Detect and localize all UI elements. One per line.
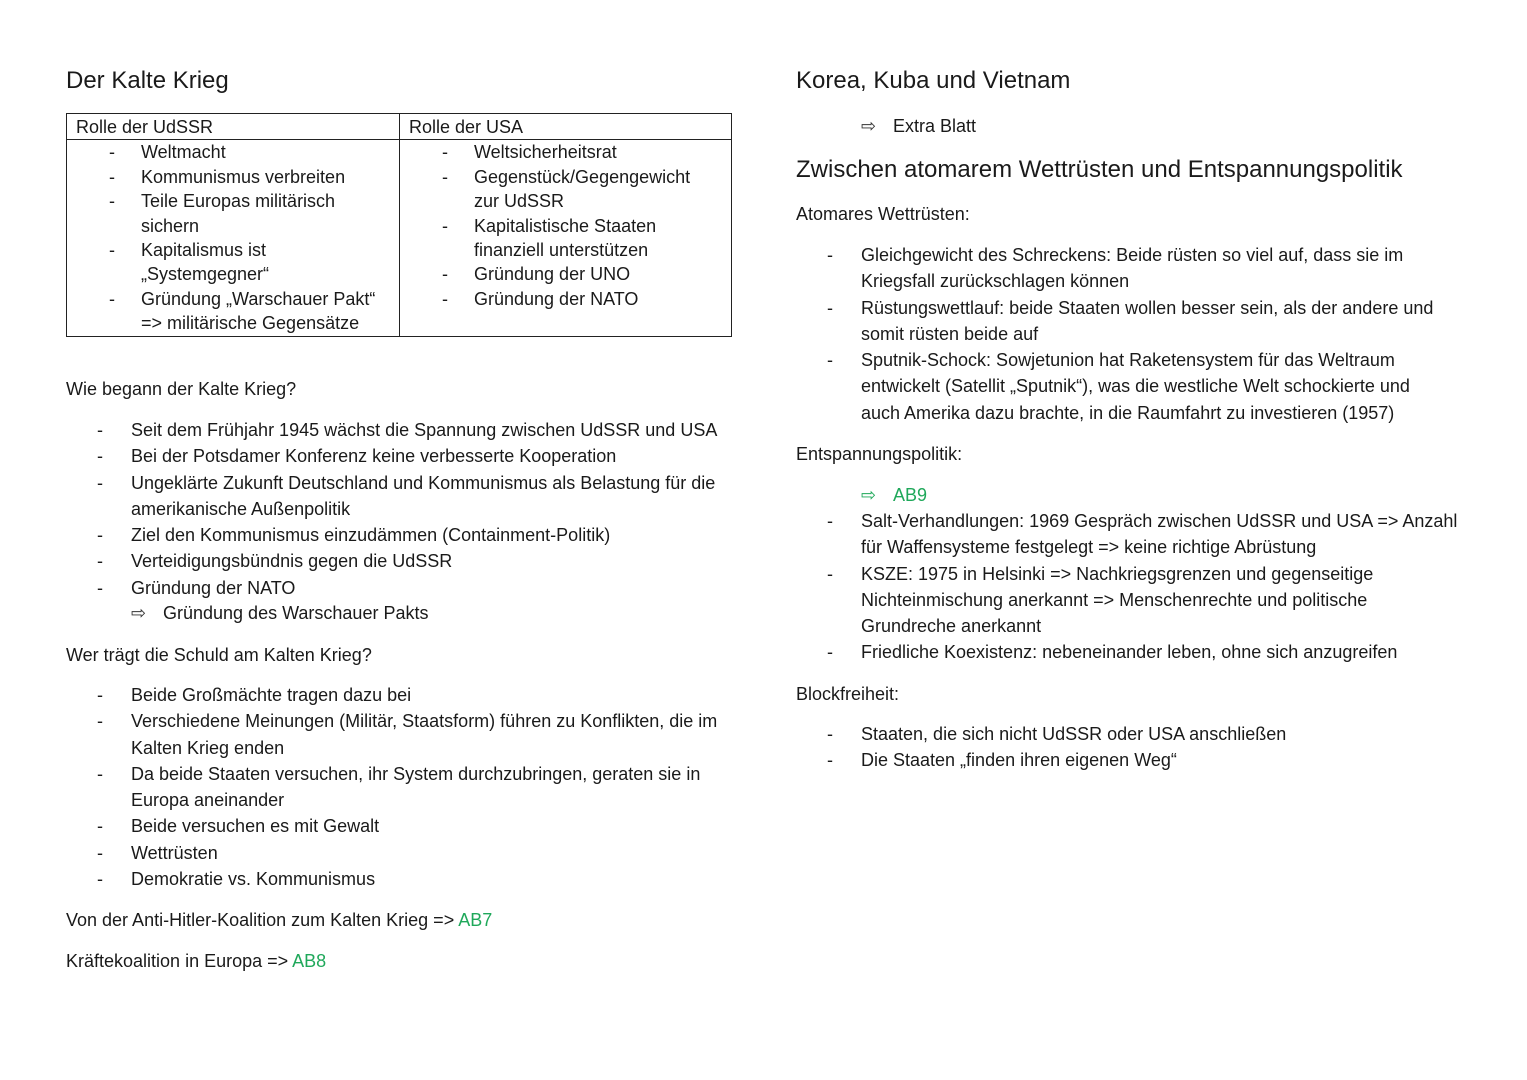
list-item: - Gegenstück/Gegengewicht zur UdSSR — [442, 166, 691, 212]
list-item: - Sputnik-Schock: Sowjetunion hat Raketensystem für das Weltraum entwickelt (Satellit „Sputnik“), was die westliche Welt schockierte und auch Amerika dazu brachte, in die Raumfahrt zu investieren (1957) — [827, 350, 1410, 423]
table-header-usa: Rolle der USA — [400, 114, 732, 140]
list-item: - Gründung der NATO — [97, 577, 296, 598]
heading-entspannungspolitik: Entspannungspolitik: — [796, 444, 963, 464]
arrow-right-icon: ⇨ — [861, 116, 877, 136]
table-header-udssr: Rolle der UdSSR — [67, 114, 400, 140]
wettruesten-list — [796, 242, 1476, 426]
begann-list — [66, 417, 746, 601]
list-item: - Weltmacht — [109, 142, 226, 163]
list-item: - Die Staaten „finden ihren eigenen Weg“ — [827, 750, 1177, 771]
heading-atomares-wettruesten: Atomares Wettrüsten: — [796, 204, 970, 224]
ab8-link[interactable]: AB8 — [292, 951, 327, 971]
list-item: - Ziel den Kommunismus einzudämmen (Containment-Politik) — [97, 525, 611, 546]
heading-blockfreiheit: Blockfreiheit: — [796, 684, 900, 704]
usa-list — [400, 140, 731, 311]
reference-ab7: Von der Anti-Hitler-Koalition zum Kalten Krieg => AB7 — [66, 910, 493, 930]
list-item: - Rüstungswettlauf: beide Staaten wollen besser sein, als der andere und somit rüsten beide auf — [827, 297, 1434, 344]
ab7-link[interactable]: AB7 — [458, 910, 493, 930]
arrow-item-ab9 — [861, 482, 927, 508]
rollen-table — [66, 113, 732, 337]
list-item: - Staaten, die sich nicht UdSSR oder USA anschließen — [827, 724, 1287, 744]
blockfreiheit-list — [796, 721, 1476, 774]
ab9-link[interactable]: AB9 — [893, 485, 928, 505]
list-item: - Gleichgewicht des Schreckens: Beide rüsten so viel auf, dass sie im Kriegsfall zurückschlagen können — [827, 245, 1404, 292]
list-item: - Gründung „Warschauer Pakt“ => militärische Gegensätze — [109, 288, 376, 334]
list-item: - Beide versuchen es mit Gewalt — [97, 816, 380, 837]
list-item: - Gründung der NATO — [442, 288, 639, 309]
list-item: - KSZE: 1975 in Helsinki => Nachkriegsgrenzen und gegenseitige Nichteinmischung anerkannt => Menschenrechte und politische Grundreche anerkannt — [827, 563, 1374, 637]
schuld-list — [66, 682, 726, 892]
question-begann: Wie begann der Kalte Krieg? — [66, 379, 297, 399]
list-item: - Seit dem Frühjahr 1945 wächst die Spannung zwischen UdSSR und USA — [97, 420, 718, 440]
list-item: - Verschiedene Meinungen (Militär, Staatsform) führen zu Konflikten, die im Kalten Krieg enden — [97, 711, 718, 758]
list-item: - Gründung der UNO — [442, 264, 631, 285]
arrow-item-extra-blatt: ⇨ Extra Blatt — [861, 113, 976, 139]
list-item: - Salt-Verhandlungen: 1969 Gespräch zwischen UdSSR und USA => Anzahl für Waffensysteme festgelegt => keine richtige Abrüstung — [827, 511, 1458, 558]
list-item: - Verteidigungsbündnis gegen die UdSSR — [97, 551, 453, 572]
list-item: - Teile Europas militärisch sichern — [109, 191, 336, 236]
arrow-right-icon: ⇨ — [861, 485, 877, 505]
list-item: - Kommunismus verbreiten — [109, 166, 346, 187]
title-wettruesten-entspannung: Zwischen atomarem Wettrüsten und Entspannungspolitik — [796, 156, 1403, 183]
list-item: - Da beide Staaten versuchen, ihr System durchzubringen, geraten sie in Europa aneinander — [97, 763, 701, 811]
list-item: - Bei der Potsdamer Konferenz keine verbesserte Kooperation — [97, 446, 617, 467]
reference-ab8: Kräftekoalition in Europa => AB8 — [66, 951, 327, 971]
entspannung-list — [796, 508, 1476, 666]
title-korea-kuba-vietnam: Korea, Kuba und Vietnam — [796, 67, 1071, 94]
arrow-item-warschauer: ⇨ Gründung des Warschauer Pakts — [131, 600, 428, 626]
list-item: - Kapitalismus ist „Systemgegner“ — [109, 240, 270, 285]
list-item: - Wettrüsten — [97, 842, 218, 863]
arrow-right-icon: ⇨ — [131, 603, 147, 623]
title-kalter-krieg: Der Kalte Krieg — [66, 67, 229, 94]
list-item: - Demokratie vs. Kommunismus — [97, 869, 376, 890]
list-item: - Friedliche Koexistenz: nebeneinander leben, ohne sich anzugreifen — [827, 642, 1398, 663]
list-item: - Weltsicherheitsrat — [442, 142, 617, 163]
list-item: - Kapitalistische Staaten finanziell unterstützen — [442, 215, 657, 261]
udssr-list — [67, 140, 399, 335]
question-schuld: Wer trägt die Schuld am Kalten Krieg? — [66, 645, 372, 665]
list-item: - Beide Großmächte tragen dazu bei — [97, 685, 412, 705]
list-item: - Ungeklärte Zukunft Deutschland und Kommunismus als Belastung für die amerikanische Außenpolitik — [97, 472, 716, 519]
